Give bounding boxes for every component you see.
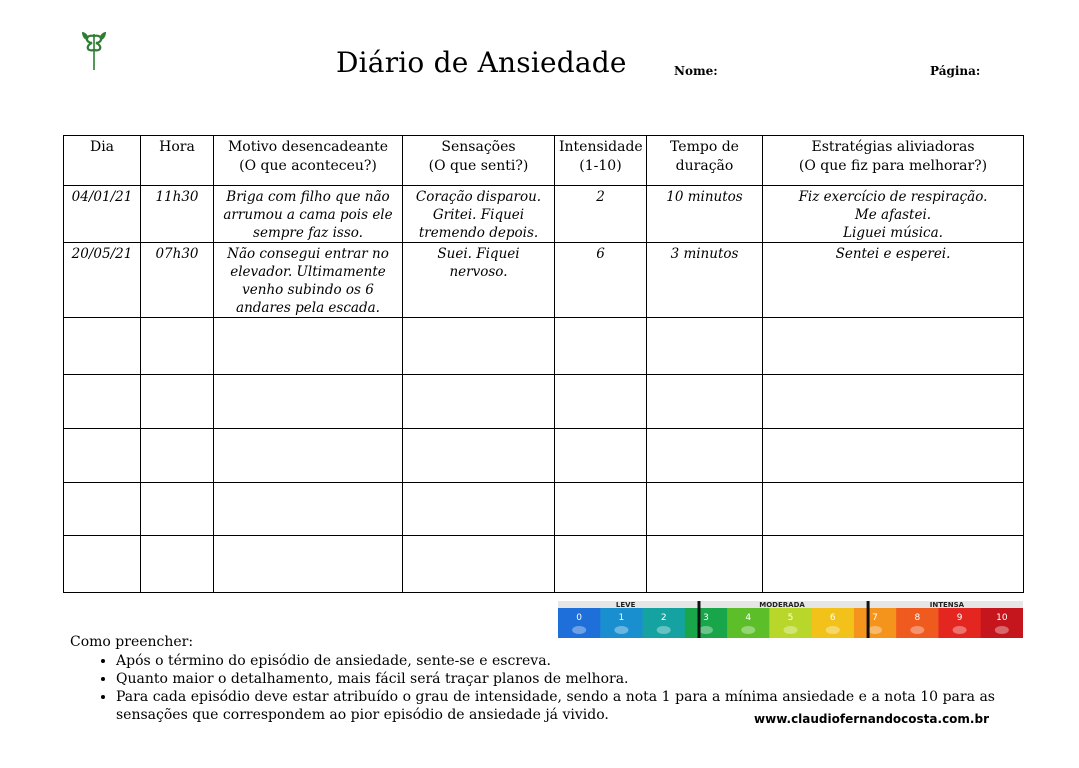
page-title: Diário de Ansiedade [336, 46, 627, 79]
empty-cell[interactable] [141, 429, 214, 483]
empty-cell[interactable] [214, 318, 403, 375]
scale-number: 4 [745, 613, 752, 623]
column-header-motivo: Motivo desencadeante (O que aconteceu?) [214, 136, 403, 186]
empty-cell[interactable] [763, 429, 1024, 483]
cell-sensacoes[interactable]: Suei. Fiquei nervoso. [403, 243, 555, 318]
scale-level-label: INTENSA [929, 601, 965, 609]
empty-cell[interactable] [647, 483, 763, 536]
empty-cell[interactable] [763, 375, 1024, 429]
scale-number: 10 [996, 613, 1008, 623]
instructions [70, 633, 995, 724]
cell-intensidade[interactable]: 6 [555, 243, 647, 318]
scale-number: 2 [660, 613, 667, 623]
scale-number: 5 [787, 613, 794, 623]
empty-cell[interactable] [214, 429, 403, 483]
empty-cell[interactable] [763, 318, 1024, 375]
scale-face-marker [995, 626, 1009, 634]
empty-cell[interactable] [647, 429, 763, 483]
scale-number: 6 [829, 613, 836, 623]
cell-sensacoes[interactable]: Coração disparou. Gritei. Fiquei tremendo depois. [403, 186, 555, 243]
empty-cell[interactable] [763, 536, 1024, 593]
empty-cell[interactable] [647, 375, 763, 429]
empty-cell[interactable] [763, 483, 1024, 536]
scale-level-label: LEVE [615, 601, 636, 609]
name-label: Nome: [674, 64, 718, 78]
empty-cell[interactable] [403, 483, 555, 536]
empty-cell[interactable] [141, 536, 214, 593]
empty-cell[interactable] [141, 318, 214, 375]
empty-cell[interactable] [555, 483, 647, 536]
empty-cell[interactable] [403, 536, 555, 593]
empty-table-row [64, 318, 1024, 375]
instruction-item: • Após o término do episódio de ansiedade, sente-se e escreva. [116, 652, 995, 670]
cell-tempo[interactable]: 10 minutos [647, 186, 763, 243]
caduceus-leaf-icon [80, 28, 110, 72]
cell-estrategias[interactable]: Sentei e esperei. [763, 243, 1024, 318]
empty-cell[interactable] [555, 318, 647, 375]
empty-cell[interactable] [403, 429, 555, 483]
cell-motivo[interactable]: Não consegui entrar no elevador. Ultimamente venho subindo os 6 andares pela escada. [214, 243, 403, 318]
empty-cell[interactable] [555, 429, 647, 483]
empty-cell[interactable] [214, 536, 403, 593]
scale-number: 3 [703, 613, 709, 623]
scale-number: 7 [872, 613, 878, 623]
empty-cell[interactable] [214, 483, 403, 536]
cell-hora[interactable]: 11h30 [141, 186, 214, 243]
instruction-item: • Quanto maior o detalhamento, mais fácil será traçar planos de melhora. [116, 670, 995, 688]
scale-level-label: MODERADA [759, 601, 805, 609]
empty-cell[interactable] [64, 536, 141, 593]
empty-table-row [64, 429, 1024, 483]
empty-cell[interactable] [647, 536, 763, 593]
column-header-dia: Dia [64, 136, 141, 186]
empty-cell[interactable] [403, 375, 555, 429]
empty-cell[interactable] [214, 375, 403, 429]
column-header-tempo: Tempo de duração [647, 136, 763, 186]
column-header-estrategias: Estratégias aliviadoras (O que fiz para melhorar?) [763, 136, 1024, 186]
cell-motivo[interactable]: Briga com filho que não arrumou a cama pois ele sempre faz isso. [214, 186, 403, 243]
table-row [64, 186, 1024, 243]
cell-dia[interactable]: 20/05/21 [64, 243, 141, 318]
cell-hora[interactable]: 07h30 [141, 243, 214, 318]
empty-cell[interactable] [555, 536, 647, 593]
empty-cell[interactable] [64, 375, 141, 429]
empty-cell[interactable] [64, 429, 141, 483]
empty-cell[interactable] [555, 375, 647, 429]
empty-table-row [64, 375, 1024, 429]
anxiety-diary-table [63, 135, 1024, 593]
cell-dia[interactable]: 04/01/21 [64, 186, 141, 243]
empty-cell[interactable] [141, 483, 214, 536]
page-label: Página: [930, 64, 981, 78]
empty-table-row [64, 536, 1024, 593]
instructions-heading: Como preencher: [70, 634, 194, 650]
cell-intensidade[interactable]: 2 [555, 186, 647, 243]
empty-cell[interactable] [64, 318, 141, 375]
cell-tempo[interactable]: 3 minutos [647, 243, 763, 318]
table-header-row [64, 136, 1024, 186]
scale-number: 1 [618, 613, 625, 623]
empty-table-row [64, 483, 1024, 536]
website-link[interactable]: www.claudiofernandocosta.com.br [754, 712, 989, 726]
instruction-item: • Para cada episódio deve estar atribuído o grau de intensidade, sendo a nota 1 para a mínima ansiedade e a nota 10 para as sensações que correspondem ao pior episódio de ansiedade já vivido. [116, 688, 995, 724]
scale-number: 8 [914, 613, 921, 623]
column-header-hora: Hora [141, 136, 214, 186]
scale-number: 0 [576, 613, 583, 623]
column-header-intensidade: Intensidade (1-10) [555, 136, 647, 186]
scale-number: 9 [956, 613, 963, 623]
empty-cell[interactable] [64, 483, 141, 536]
empty-cell[interactable] [403, 318, 555, 375]
table-row [64, 243, 1024, 318]
empty-cell[interactable] [141, 375, 214, 429]
cell-estrategias[interactable]: Fiz exercício de respiração. Me afastei. Liguei música. [763, 186, 1024, 243]
empty-cell[interactable] [647, 318, 763, 375]
column-header-sensacoes: Sensações (O que senti?) [403, 136, 555, 186]
